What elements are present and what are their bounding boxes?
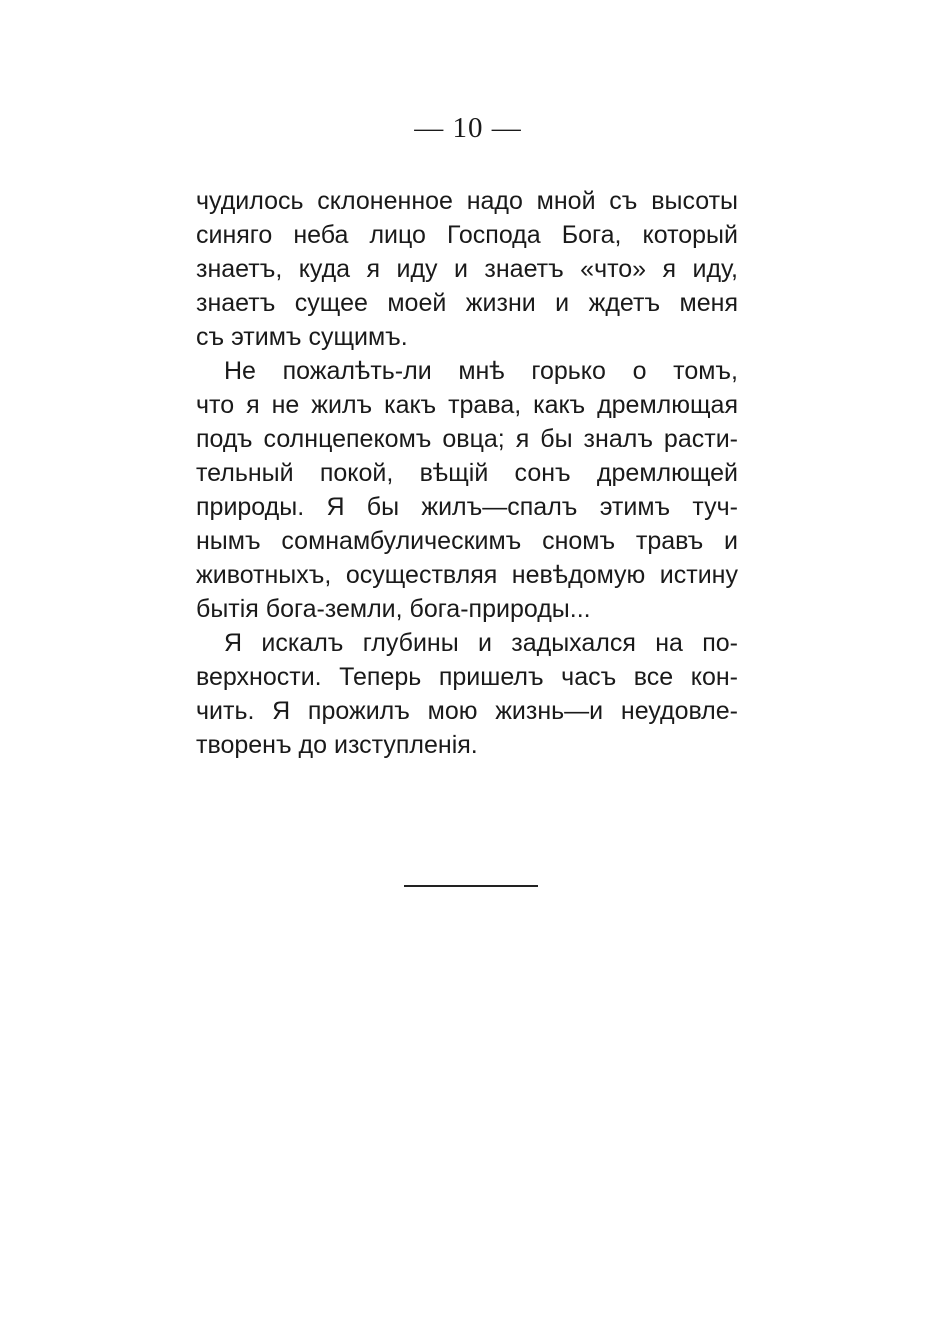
text-line: бытія бога-земли, бога-природы... bbox=[196, 595, 591, 623]
text-line: природы. Я бы жилъ—спалъ этимъ туч- bbox=[196, 493, 738, 521]
body-text bbox=[196, 184, 738, 762]
text-line: знаетъ, куда я иду и знаетъ «что» я иду, bbox=[196, 255, 738, 283]
text-line: верхности. Теперь пришелъ часъ все кон- bbox=[196, 663, 738, 691]
end-rule bbox=[404, 885, 538, 887]
text-line: подъ солнцепекомъ овца; я бы зналъ расти- bbox=[196, 425, 738, 453]
text-line: синяго неба лицо Господа Бога, который bbox=[196, 221, 738, 249]
page-number: — 10 — bbox=[414, 112, 522, 144]
text-line: животныхъ, осуществляя невѣдомую истину bbox=[196, 561, 738, 589]
text-line: тельный покой, вѣщій сонъ дремлющей bbox=[196, 459, 738, 487]
text-line: Я искалъ глубины и задыхался на по- bbox=[224, 629, 738, 657]
text-line: нымъ сомнамбулическимъ сномъ травъ и bbox=[196, 527, 738, 555]
text-line: творенъ до изступленія. bbox=[196, 731, 478, 759]
text-line: чудилось склоненное надо мной съ высоты bbox=[196, 187, 738, 215]
text-line: съ этимъ сущимъ. bbox=[196, 323, 408, 351]
text-line: что я не жилъ какъ трава, какъ дремлющая bbox=[196, 391, 738, 419]
text-line: чить. Я прожилъ мою жизнь—и неудовле- bbox=[196, 697, 738, 725]
text-line: знаетъ сущее моей жизни и ждетъ меня bbox=[196, 289, 738, 317]
text-line: Не пожалѣть-ли мнѣ горько о томъ, bbox=[224, 357, 738, 385]
